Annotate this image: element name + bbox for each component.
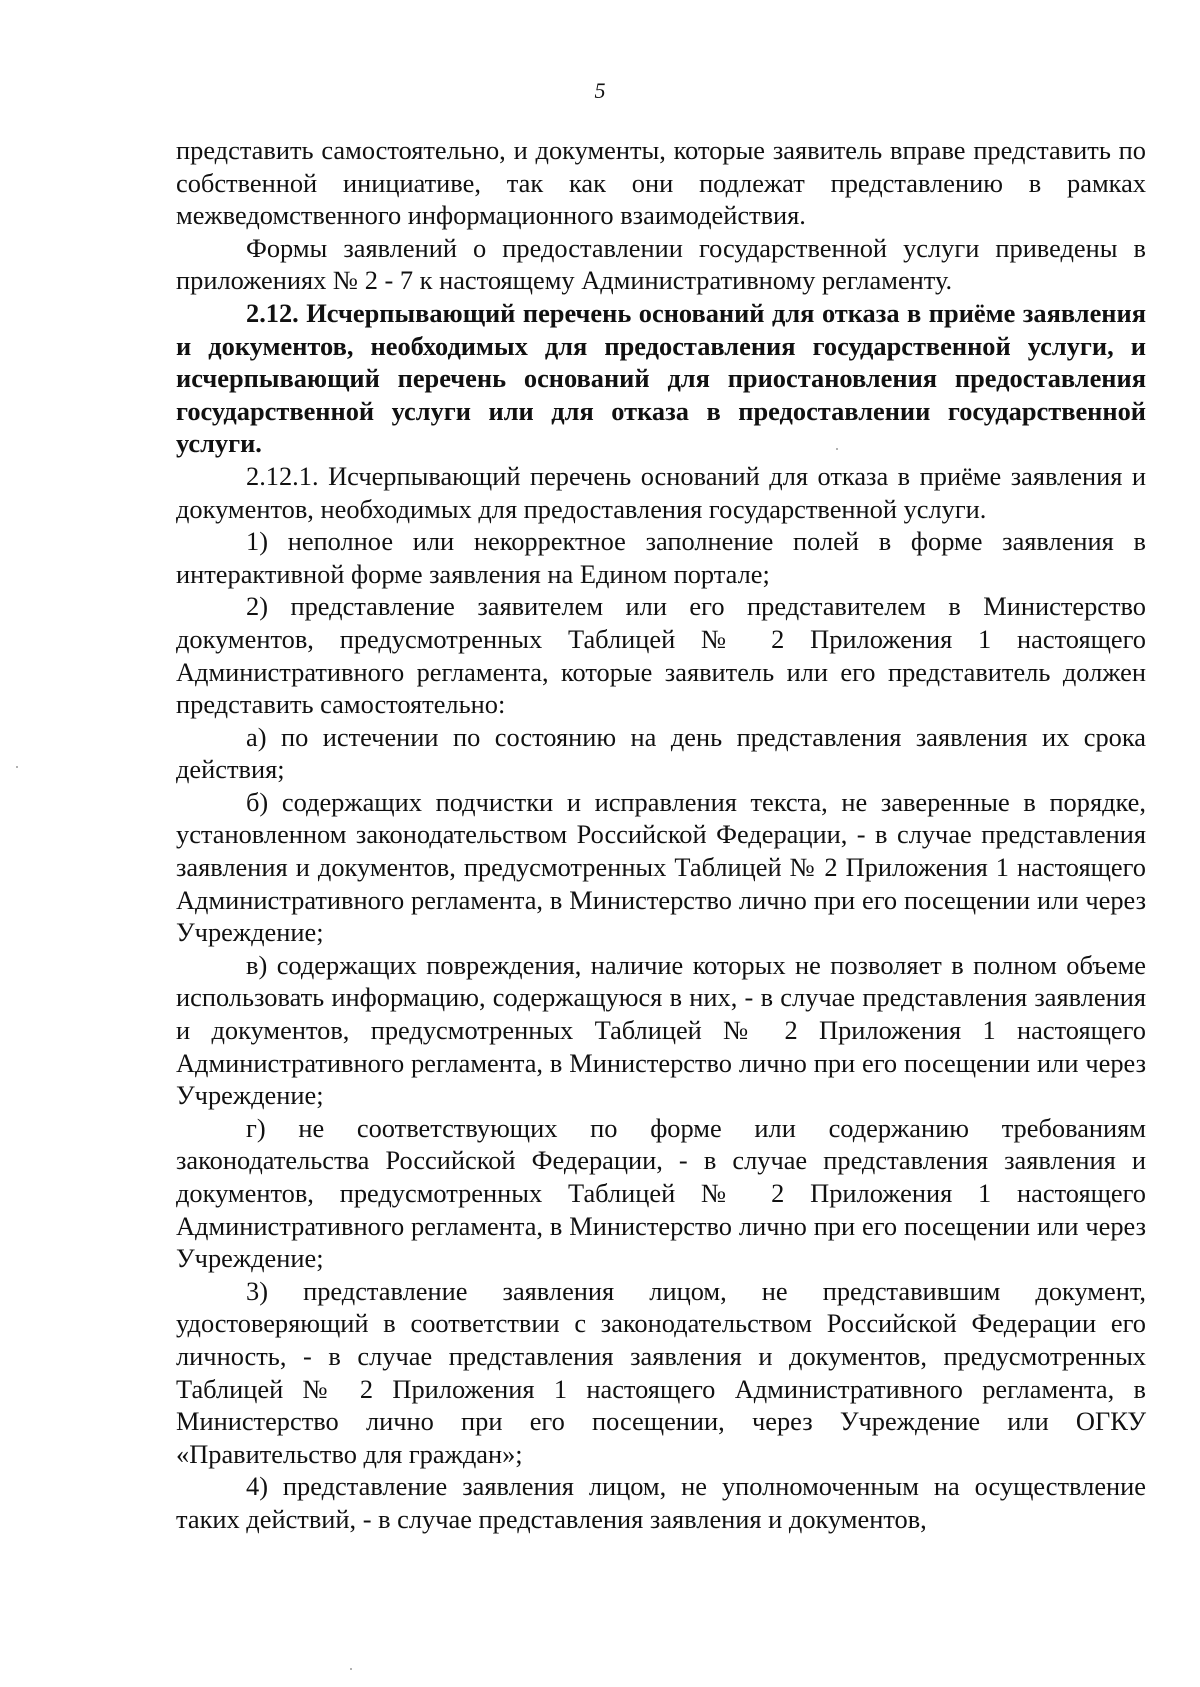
page-number: 5: [594, 78, 606, 103]
paragraph-item-2a: а) по истечении по состоянию на день представления заявления их срока действия;: [176, 721, 1146, 785]
paragraph-item-2b: б) содержащих подчистки и исправления текста, не заверенные в порядке, установленном законодательством Российской Федерации, - в случае представления заявления и документов, предусмотренных Таблицей № 2 Приложения 1 настоящего Административного регламента, в Министерство лично при его посещении или через Учреждение;: [176, 786, 1146, 948]
scan-speck: [350, 1668, 352, 1670]
document-body: [176, 134, 1146, 1536]
scan-speck: [16, 766, 18, 768]
paragraph-item-2v: в) содержащих повреждения, наличие которых не позволяет в полном объеме использовать информацию, содержащуюся в них, - в случае представления заявления и документов, предусмотренных Таблицей № 2 Приложения 1 настоящего Административного регламента, в Министерство лично при его посещении или через Учреждение;: [176, 949, 1146, 1111]
paragraph-item-3: 3) представление заявления лицом, не представившим документ, удостоверяющий в соответствии с законодательством Российской Федерации его личность, - в случае представления заявления и документов, предусмотренных Таблицей № 2 Приложения 1 настоящего Административного регламента, в Министерство лично при его посещении, через Учреждение или ОГКУ «Правительство для граждан»;: [176, 1275, 1146, 1469]
section-heading: 2.12. Исчерпывающий перечень оснований для отказа в приёме заявления и документов, необходимых для предоставления государственной услуги, и исчерпывающий перечень оснований для приостановления предоставления государственной услуги или для отказа в предоставлении государственной услуги.: [176, 297, 1146, 459]
paragraph-p-forms: Формы заявлений о предоставлении государственной услуги приведены в приложениях № 2 - 7 к настоящему Административному регламенту.: [176, 232, 1146, 296]
paragraph-item-2: 2) представление заявителем или его представителем в Министерство документов, предусмотренных Таблицей № 2 Приложения 1 настоящего Административного регламента, которые заявитель или его представитель должен представить самостоятельно:: [176, 591, 1146, 720]
paragraph-p-2-12-1: 2.12.1. Исчерпывающий перечень оснований для отказа в приёме заявления и документов, необходимых для предоставления государственной услуги.: [176, 460, 1146, 524]
paragraph-p-cont: представить самостоятельно, и документы, которые заявитель вправе представить по собственной инициативе, так как они подлежат представлению в рамках межведомственного информационного взаимодействия.: [176, 135, 1146, 231]
scan-speck: [836, 448, 838, 450]
paragraph-item-1: 1) неполное или некорректное заполнение полей в форме заявления в интерактивной форме заявления на Едином портале;: [176, 526, 1146, 589]
paragraph-item-2g: г) не соответствующих по форме или содержанию требованиям законодательства Российской Федерации, - в случае представления заявления и документов, предусмотренных Таблицей № 2 Приложения 1 настоящего Административного регламента, в Министерство лично при его посещении или через Учреждение;: [176, 1112, 1146, 1274]
paragraph-item-4: 4) представление заявления лицом, не уполномоченным на осуществление таких действий, - в случае представления заявления и документов,: [176, 1471, 1146, 1534]
